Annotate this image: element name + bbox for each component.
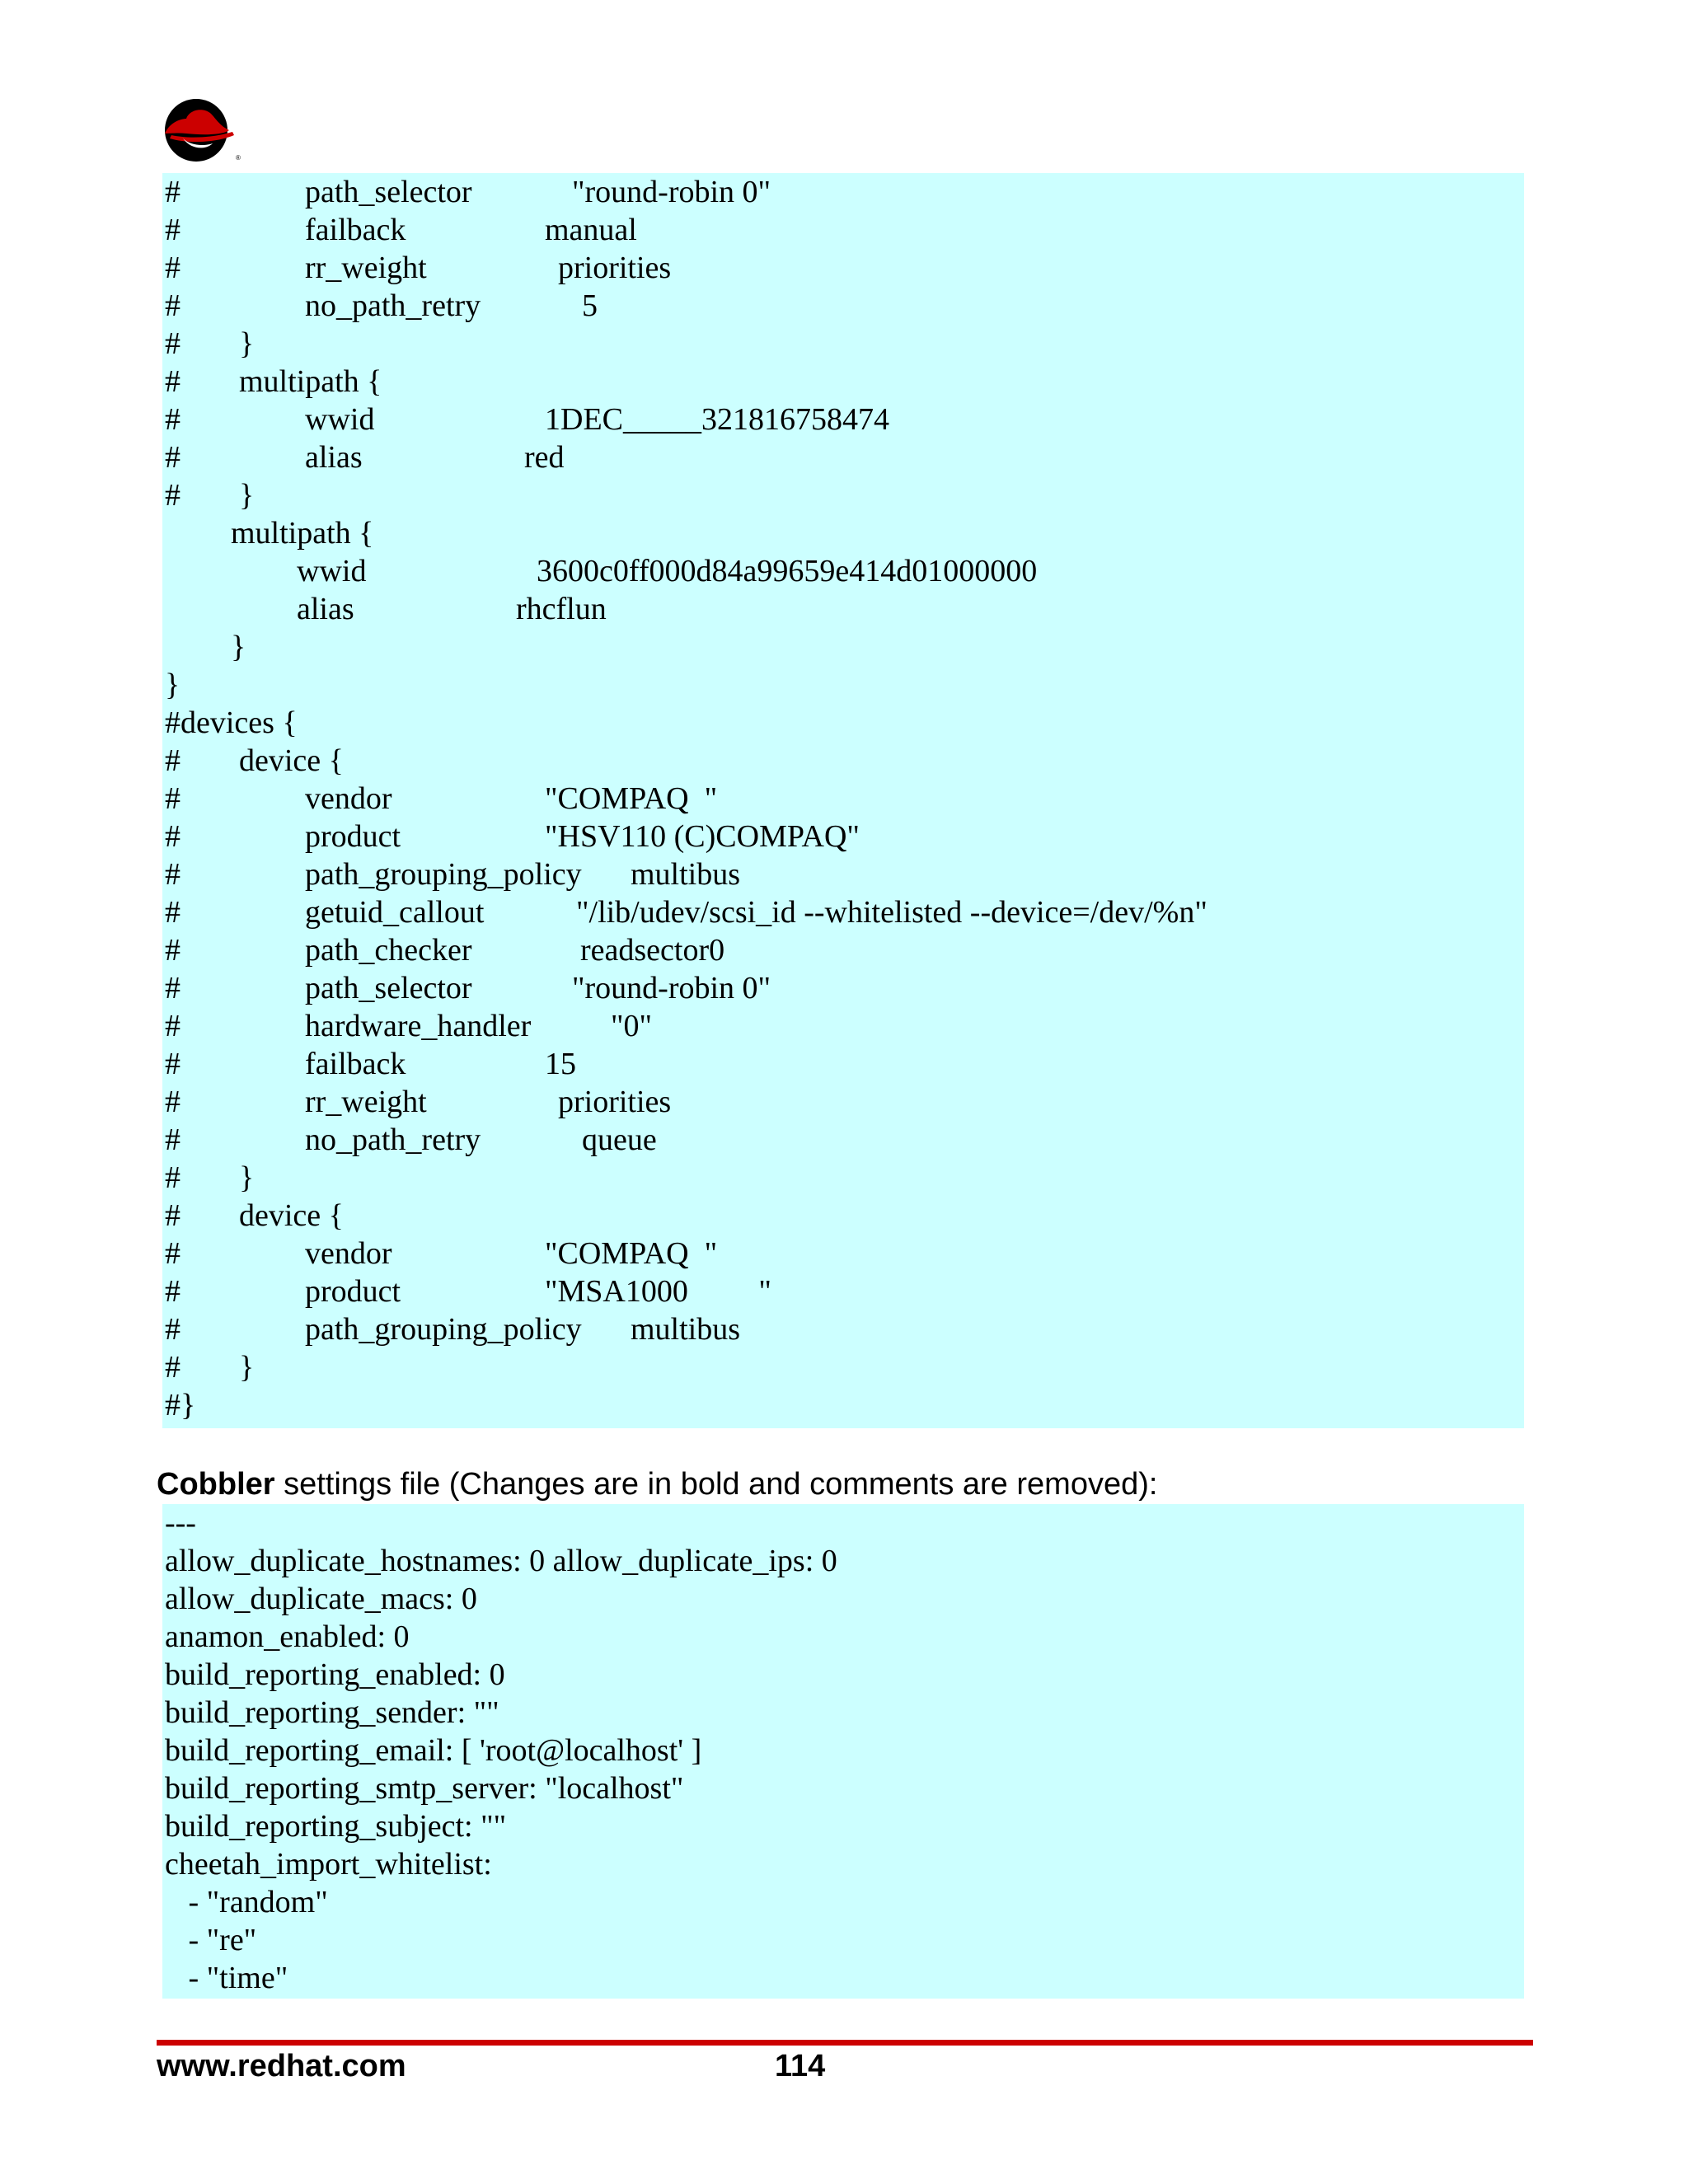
code-line: - "random"	[165, 1885, 328, 1919]
code-line: build_reporting_sender: ""	[165, 1695, 499, 1730]
svg-text:®: ®	[236, 154, 241, 162]
footer-url-link[interactable]: www.redhat.com	[157, 2049, 406, 2083]
footer-divider	[157, 2040, 1533, 2046]
code-line: build_reporting_smtp_server: "localhost"	[165, 1771, 684, 1806]
caption-text: settings file (Changes are in bold and comments are removed):	[274, 1467, 1158, 1502]
cobbler-settings-code-block	[162, 1504, 1524, 1999]
section-caption	[157, 1465, 1157, 1503]
multipath-config-code-block: # path_selector "round-robin 0" # failback manual # rr_weight priorities # no_path_retry 5 # } # multipath { # wwid 1DEC_____321816758474 # alias red # } multipath { wwid 3600c0ff000d84a99659e414d01000000 alias rhcflun } } #devices { # device { # vendor "COMPAQ " # product "HSV110 (C)COMPAQ" # path_grouping_policy multibus # getuid_callout "/lib/udev/scsi_id --whitelisted --device=/dev/%n" # path_checker readsector0 # path_selector "round-robin 0" # hardware_handler "0" # failback 15 # rr_weight priorities # no_path_retry queue # } # device { # vendor "COMPAQ " # product "MSA1000 " # path_grouping_policy multibus # } #}	[162, 173, 1524, 1428]
code-line: ---	[165, 1506, 196, 1540]
code-line: build_reporting_email: [ 'root@localhost' ]	[165, 1733, 702, 1768]
code-line: allow_duplicate_macs: 0	[165, 1582, 477, 1616]
caption-bold: Cobbler	[157, 1467, 275, 1502]
code-line: - "time"	[165, 1961, 288, 1995]
code-line: anamon_enabled: 0	[165, 1619, 410, 1654]
code-line: - "re"	[165, 1923, 257, 1957]
code-line: allow_duplicate_hostnames: 0 allow_duplicate_ips: 0	[165, 1544, 837, 1578]
code-line: build_reporting_enabled: 0	[165, 1657, 505, 1692]
code-line: build_reporting_subject: ""	[165, 1809, 507, 1844]
redhat-shadowman-icon	[153, 97, 247, 165]
code-line: cheetah_import_whitelist:	[165, 1847, 492, 1882]
page-number: 114	[775, 2049, 826, 2083]
